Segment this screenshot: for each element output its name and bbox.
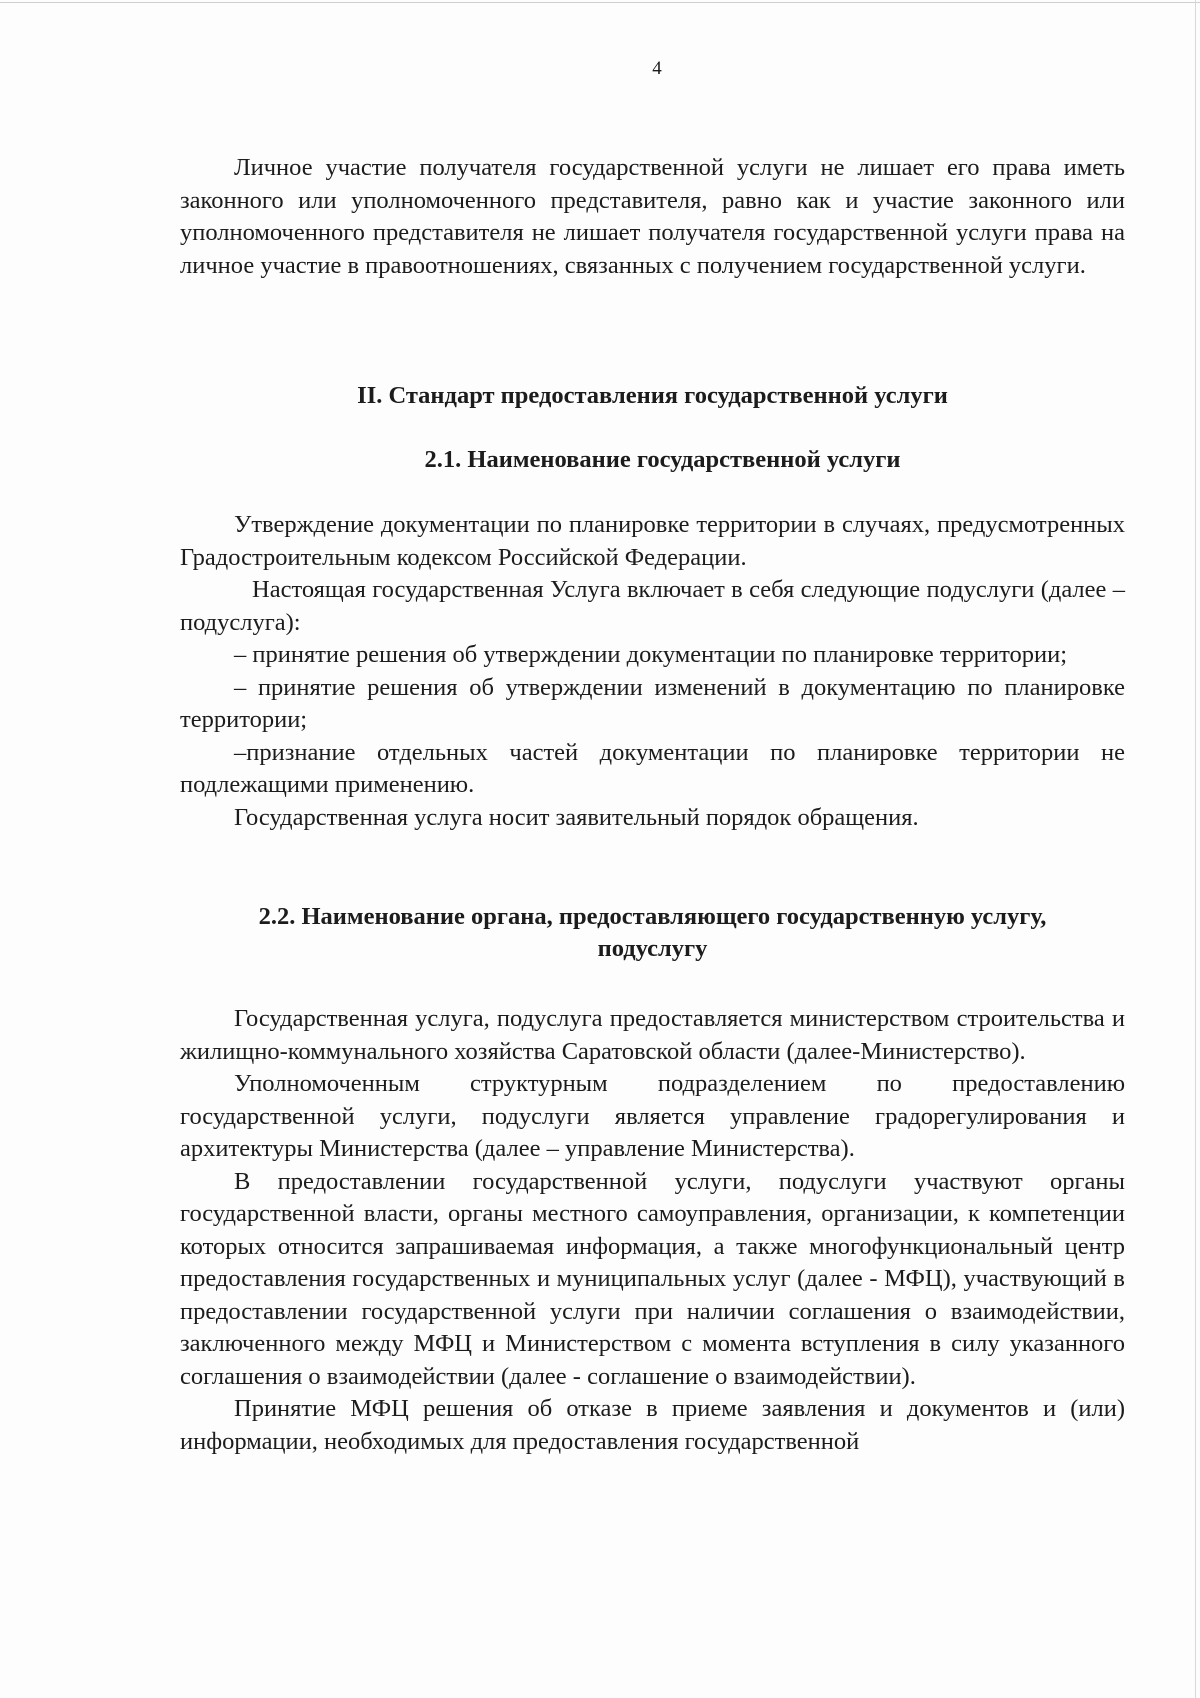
section-2-1-title: 2.1. Наименование государственной услуги xyxy=(424,446,901,473)
section-2-2-title xyxy=(180,901,1125,965)
list-item: – принятие решения об утверждении изменений в документацию по планировке территории; xyxy=(180,673,1125,733)
intro-paragraph: Личное участие получателя государственной услуги не лишает его права иметь законного или уполномоченного представителя, равно как и участие законного или уполномоченного представителя не лишает получателя государственной услуги права на личное участие в правоотношениях, связанных с получением государственной услуги. xyxy=(180,154,1125,279)
paragraph: Уполномоченным структурным подразделением по предоставлению государственной услуги, подуслуги является управление градорегулирования и архитектуры Министерства (далее – управление Министерства). xyxy=(180,1070,1125,1162)
section-2-2-body xyxy=(180,1003,1125,1458)
list-item: –признание отдельных частей документации по планировке территории не подлежащими применению. xyxy=(180,738,1125,798)
section-2-1-body xyxy=(180,509,1125,834)
list-item: – принятие решения об утверждении документации по планировке территории; xyxy=(234,641,1068,668)
paragraph: В предоставлении государственной услуги, подуслуги участвуют органы государственной власти, органы местного самоуправления, организации, к компетенции которых относится запрашиваемая информация, а также многофункциональный центр предоставления государственных и муниципальных услуг (далее - МФЦ), участвующий в предоставлении государственной услуги при наличии соглашения о взаимодействии, заключенного между МФЦ и Министерством с момента вступления в силу указанного соглашения о взаимодействии (далее - соглашение о взаимодействии). xyxy=(180,1167,1125,1390)
paragraph: Государственная услуга носит заявительный порядок обращения. xyxy=(234,803,919,831)
scan-right-edge xyxy=(1195,0,1196,1698)
section-2-2-title-line2: подуслугу xyxy=(597,935,708,962)
paragraph: Принятие МФЦ решения об отказе в приеме заявления и документов и (или) информации, необходимых для предоставления государственной xyxy=(180,1395,1125,1455)
scan-top-edge xyxy=(0,2,1200,3)
paragraph: Настоящая государственная Услуга включает в себя следующие подуслуги (далее – подуслуга): xyxy=(180,576,1125,636)
section-2-2-title-line1: 2.2. Наименование органа, предоставляющего государственную услугу, xyxy=(258,903,1047,930)
paragraph: Утверждение документации по планировке территории в случаях, предусмотренных Градостроительным кодексом Российской Федерации. xyxy=(180,511,1125,571)
section-title: II. Стандарт предоставления государственной услуги xyxy=(357,382,948,409)
page-number: 4 xyxy=(652,58,662,79)
intro-block xyxy=(180,152,1125,282)
paragraph: Государственная услуга, подуслуга предоставляется министерством строительства и жилищно-коммунального хозяйства Саратовской области (далее-Министерство). xyxy=(180,1005,1125,1065)
